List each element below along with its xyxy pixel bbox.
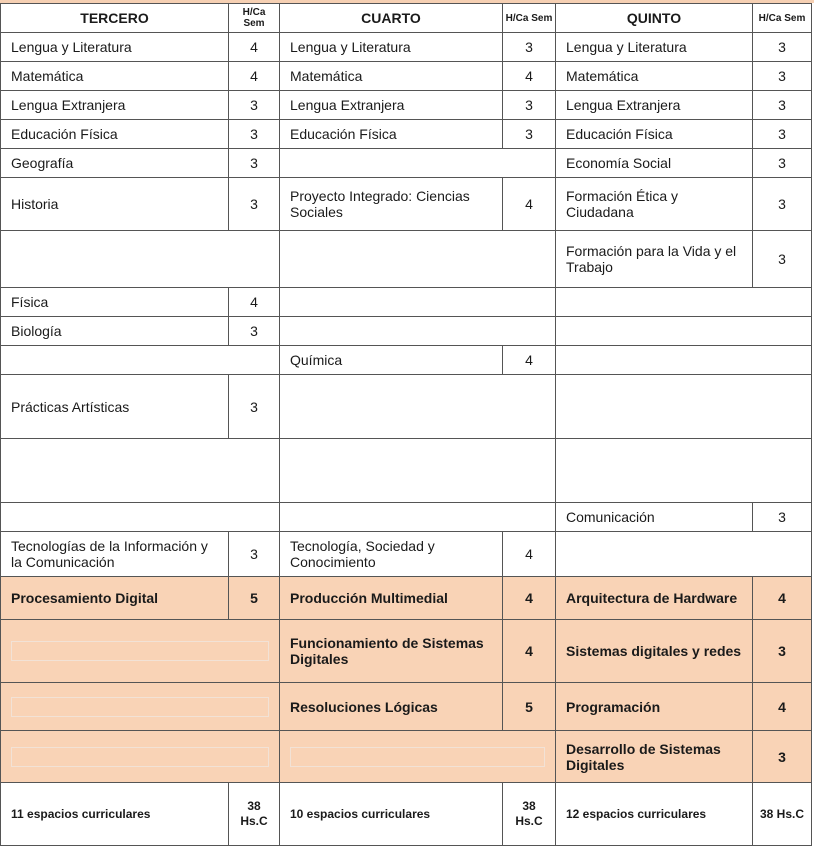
subject-label: Proyecto Integrado: Ciencias Sociales xyxy=(290,188,470,220)
table-row xyxy=(1,91,812,120)
subject-cell xyxy=(280,120,503,149)
hours-cell: 4 xyxy=(229,288,280,317)
empty-cell xyxy=(1,346,280,375)
table-row xyxy=(1,375,812,439)
subject-label: Lengua Extranjera xyxy=(566,97,681,113)
subject-cell xyxy=(280,620,503,683)
hours-cell: 3 xyxy=(753,231,812,288)
empty-cell xyxy=(1,731,280,783)
hours-cell: 3 xyxy=(229,178,280,231)
header-cuarto: CUARTO xyxy=(280,4,503,33)
total-hours-quinto: 38 Hs.C xyxy=(753,783,812,846)
table-row xyxy=(1,317,812,346)
subject-label: Comunicación xyxy=(566,509,655,525)
hours-cell: 4 xyxy=(229,62,280,91)
subject-cell xyxy=(556,120,753,149)
total-cuarto: 10 espacios curriculares xyxy=(280,783,503,846)
subject-cell xyxy=(556,231,753,288)
empty-cell xyxy=(280,149,556,178)
hours-cell: 3 xyxy=(503,91,556,120)
hours-cell: 3 xyxy=(753,178,812,231)
hours-cell: 3 xyxy=(229,375,280,439)
table-row xyxy=(1,62,812,91)
hours-cell: 3 xyxy=(753,62,812,91)
subject-label: Educación Física xyxy=(11,126,118,142)
hours-cell: 3 xyxy=(753,120,812,149)
empty-cell xyxy=(1,503,280,532)
hours-cell: 3 xyxy=(229,149,280,178)
hours-cell: 3 xyxy=(503,120,556,149)
subject-cell xyxy=(280,577,503,620)
empty-cell xyxy=(280,231,556,288)
empty-cell xyxy=(280,288,556,317)
subject-cell xyxy=(1,33,229,62)
subject-label: Procesamiento Digital xyxy=(11,590,159,606)
header-hours-2: H/Ca Sem xyxy=(503,4,556,33)
subject-label: Matemática xyxy=(11,68,84,84)
subject-cell xyxy=(1,288,229,317)
subject-cell xyxy=(280,178,503,231)
subject-cell xyxy=(280,33,503,62)
header-quinto: QUINTO xyxy=(556,4,753,33)
subject-cell xyxy=(556,91,753,120)
total-hours-tercero: 38 Hs.C xyxy=(229,783,280,846)
subject-cell xyxy=(1,91,229,120)
subject-label: Formación para la Vida y el Trabajo xyxy=(566,243,737,275)
hours-cell: 3 xyxy=(229,91,280,120)
table-row xyxy=(1,120,812,149)
subject-label: Lengua Extranjera xyxy=(290,97,405,113)
hours-cell: 3 xyxy=(753,91,812,120)
subject-label: Prácticas Artísticas xyxy=(11,398,130,415)
highlight-row xyxy=(1,731,812,783)
subject-label: Educación Física xyxy=(566,126,673,142)
subject-label: Matemática xyxy=(566,68,639,84)
empty-cell xyxy=(280,375,556,439)
subject-cell xyxy=(280,91,503,120)
inner-box xyxy=(290,747,545,767)
table-row xyxy=(1,288,812,317)
empty-cell xyxy=(556,346,812,375)
hours-cell: 3 xyxy=(229,532,280,577)
subject-label: Desarrollo de Sistemas Digitales xyxy=(566,740,721,773)
hours-cell: 3 xyxy=(753,149,812,178)
hours-cell: 4 xyxy=(753,577,812,620)
subject-cell xyxy=(556,503,753,532)
empty-cell xyxy=(280,503,556,532)
empty-cell xyxy=(556,375,812,439)
hours-cell: 3 xyxy=(753,731,812,783)
header-row xyxy=(1,4,812,33)
subject-label: Tecnologías de la Información y la Comunicación xyxy=(11,538,208,570)
subject-label: Economía Social xyxy=(566,155,672,171)
subject-cell xyxy=(1,317,229,346)
subject-label: Matemática xyxy=(290,68,363,84)
empty-cell xyxy=(280,439,556,503)
highlight-row xyxy=(1,577,812,620)
subject-label: Lengua Extranjera xyxy=(11,97,126,113)
subject-label: Funcionamiento de Sistemas Digitales xyxy=(290,635,484,667)
table-row xyxy=(1,231,812,288)
hours-cell: 4 xyxy=(503,577,556,620)
empty-cell xyxy=(1,439,280,503)
subject-cell xyxy=(1,120,229,149)
subject-cell xyxy=(1,178,229,231)
subject-label: Lengua y Literatura xyxy=(566,39,687,55)
empty-cell xyxy=(556,439,812,503)
hours-cell: 4 xyxy=(503,620,556,683)
subject-cell xyxy=(1,62,229,91)
empty-cell xyxy=(1,231,280,288)
subject-cell xyxy=(1,577,229,620)
hours-cell: 3 xyxy=(503,33,556,62)
subject-label: Lengua y Literatura xyxy=(11,39,132,55)
subject-cell xyxy=(280,532,503,577)
header-tercero: TERCERO xyxy=(1,4,229,33)
highlight-row xyxy=(1,620,812,683)
subject-label: Arquitectura de Hardware xyxy=(566,590,738,606)
subject-label: Química xyxy=(290,352,343,368)
curriculum-table xyxy=(0,3,812,846)
subject-cell xyxy=(280,683,503,731)
table-row xyxy=(1,439,812,503)
empty-cell xyxy=(556,288,812,317)
empty-cell xyxy=(556,317,812,346)
total-tercero: 11 espacios curriculares xyxy=(1,783,229,846)
inner-box xyxy=(11,641,269,661)
subject-cell xyxy=(280,346,503,375)
table-row xyxy=(1,33,812,62)
hours-cell: 4 xyxy=(229,33,280,62)
subject-label: Programación xyxy=(566,698,661,715)
total-hours-cuarto: 38 Hs.C xyxy=(503,783,556,846)
subject-label: Educación Física xyxy=(290,126,397,142)
subject-label: Sistemas digitales y redes xyxy=(566,643,742,659)
subject-label: Física xyxy=(11,294,49,310)
table-row xyxy=(1,178,812,231)
hours-cell: 3 xyxy=(753,620,812,683)
subject-label: Lengua y Literatura xyxy=(290,39,411,55)
subject-cell xyxy=(1,149,229,178)
totals-row xyxy=(1,783,812,846)
subject-cell xyxy=(556,62,753,91)
highlight-row xyxy=(1,683,812,731)
hours-cell: 4 xyxy=(503,178,556,231)
subject-cell xyxy=(1,375,229,439)
total-quinto: 12 espacios curriculares xyxy=(556,783,753,846)
subject-cell xyxy=(556,178,753,231)
hours-cell: 3 xyxy=(229,120,280,149)
subject-label: Biología xyxy=(11,323,62,339)
inner-box xyxy=(11,747,269,767)
table-row xyxy=(1,149,812,178)
table-row xyxy=(1,532,812,577)
hours-cell: 3 xyxy=(753,503,812,532)
hours-cell: 4 xyxy=(503,346,556,375)
subject-cell xyxy=(556,731,753,783)
subject-label: Producción Multimedial xyxy=(290,590,448,606)
subject-cell xyxy=(556,620,753,683)
subject-cell xyxy=(556,577,753,620)
subject-cell xyxy=(280,62,503,91)
empty-cell xyxy=(1,683,280,731)
header-hours-1: H/Ca Sem xyxy=(229,4,280,33)
hours-cell: 3 xyxy=(229,317,280,346)
subject-cell xyxy=(556,149,753,178)
subject-label: Formación Ética y Ciudadana xyxy=(566,188,679,220)
table-row xyxy=(1,346,812,375)
subject-label: Tecnología, Sociedad y Conocimiento xyxy=(290,538,435,570)
inner-box xyxy=(11,697,269,717)
hours-cell: 5 xyxy=(229,577,280,620)
empty-cell xyxy=(556,532,812,577)
empty-cell xyxy=(1,620,280,683)
subject-label: Resoluciones Lógicas xyxy=(290,698,438,715)
hours-cell: 4 xyxy=(503,62,556,91)
subject-label: Historia xyxy=(11,196,59,212)
subject-cell xyxy=(556,683,753,731)
hours-cell: 3 xyxy=(753,33,812,62)
empty-cell xyxy=(280,731,556,783)
subject-cell xyxy=(556,33,753,62)
subject-label: Geografía xyxy=(11,155,74,171)
hours-cell: 5 xyxy=(503,683,556,731)
subject-cell xyxy=(1,532,229,577)
header-hours-3: H/Ca Sem xyxy=(753,4,812,33)
hours-cell: 4 xyxy=(753,683,812,731)
hours-cell: 4 xyxy=(503,532,556,577)
table-row xyxy=(1,503,812,532)
empty-cell xyxy=(280,317,556,346)
